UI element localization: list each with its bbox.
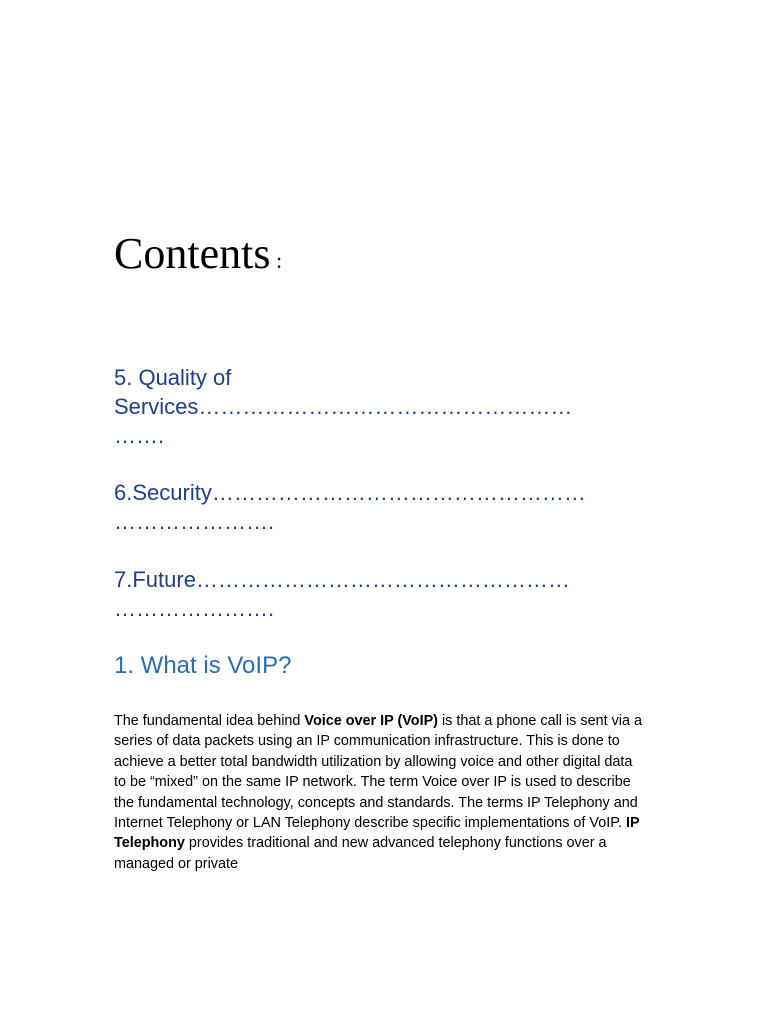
toc-entry-line: Services……………………………………………: [114, 394, 573, 419]
contents-title: Contents: [114, 229, 271, 278]
toc-entry-future: [114, 565, 674, 623]
toc-entry-line: ………………….: [114, 596, 275, 621]
paragraph-text: is that a phone call is sent via a series of data packets using an IP communication infrastructure. This is done to achieve a better total bandwidth utilization by allowing voice and other digital data to be “mixed” on the same IP network. The term Voice over IP is used to describe the fundamental technology, concepts and standards. The terms IP Telephony and Internet Telephony or LAN Telephony describe specific implementations of VoIP.: [114, 713, 642, 832]
contents-heading: [114, 226, 282, 289]
toc-entry-line: …….: [114, 423, 165, 448]
paragraph-text: The fundamental idea behind: [114, 713, 305, 729]
body-paragraph: [114, 711, 644, 874]
paragraph-bold-term: Voice over IP (VoIP): [304, 713, 438, 729]
toc-entry-security: [114, 478, 674, 536]
toc-entry-line: ………………….: [114, 509, 275, 534]
contents-colon: :: [270, 248, 283, 273]
section-heading-what-is-voip: 1. What is VoIP?: [114, 652, 292, 679]
toc-entry-quality-of-services: [114, 363, 674, 450]
toc-entry-line: 7.Future……………………………………………: [114, 567, 570, 592]
paragraph-bold-term: IP Telephony: [114, 815, 640, 852]
paragraph-text: provides traditional and new advanced telephony functions over a managed or private: [114, 835, 607, 872]
toc-entry-line: 5. Quality of: [114, 365, 232, 390]
toc-entry-line: 6.Security……………………………………………: [114, 480, 586, 505]
